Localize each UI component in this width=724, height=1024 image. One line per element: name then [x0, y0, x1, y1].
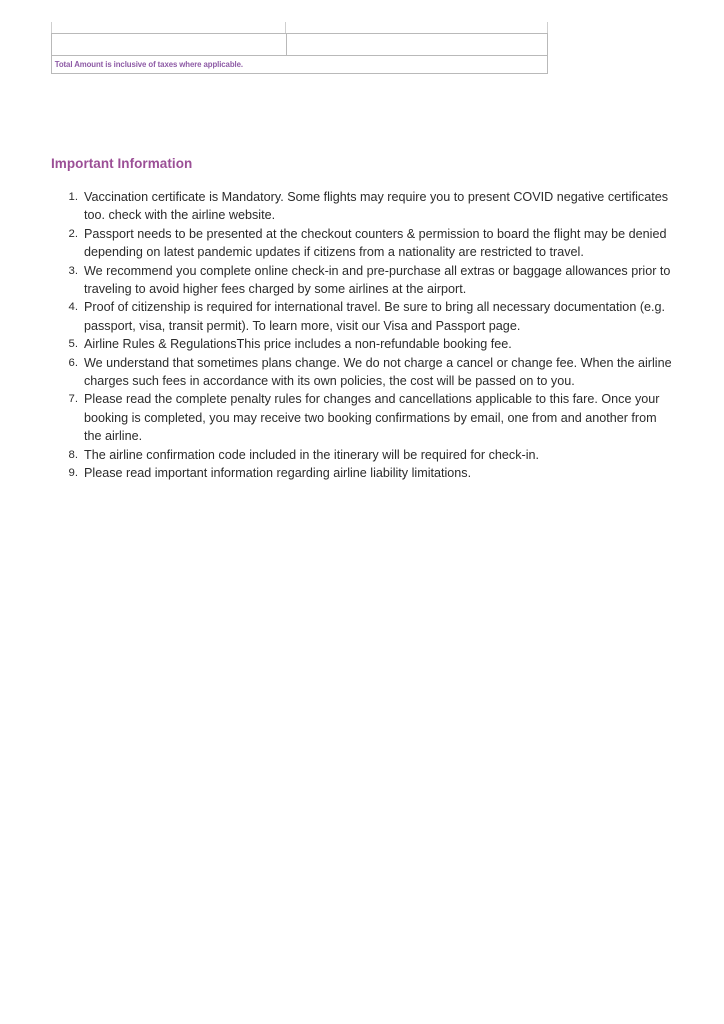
total-amount-table	[51, 33, 548, 74]
list-item: Please read the complete penalty rules for changes and cancellations applicable to this fare. Once your booking is completed, you may receive two booking confirmations by email, one from and another from the airline.	[84, 392, 660, 444]
list-item: Vaccination certificate is Mandatory. Some flights may require you to present COVID negative certificates too. check with the airline website.	[84, 190, 669, 223]
table-rule-stub-right	[547, 22, 548, 33]
table-rule-stub-left	[51, 22, 52, 33]
table-cell-label-blank	[52, 34, 287, 56]
table-row-tax-note	[52, 56, 548, 74]
list-item: The airline confirmation code included in the itinerary will be required for check-in.	[84, 447, 539, 462]
table-cell-value-blank	[287, 34, 548, 56]
important-information-list	[51, 188, 676, 483]
tax-inclusive-note: Total Amount is inclusive of taxes where applicable.	[54, 59, 243, 69]
important-information-heading: Important Information	[51, 156, 193, 171]
list-item: We understand that sometimes plans change. We do not charge a cancel or change fee. When the airline charges such fees in accordance with its own policies, the cost will be passed on to you.	[84, 355, 672, 389]
table-cell-tax-note	[52, 56, 548, 74]
list-item: Proof of citizenship is required for international travel. Be sure to bring all necessary documentation (e.g. passport, visa, transit permit). To learn more, visit our Visa and Passport page.	[84, 300, 666, 333]
list-item: Please read important information regarding airline liability limitations.	[84, 466, 472, 481]
table-rule-stub-middle	[285, 22, 286, 33]
list-item: Airline Rules & RegulationsThis price includes a non-refundable booking fee.	[84, 337, 512, 352]
list-item: We recommend you complete online check-in and pre-purchase all extras or baggage allowances prior to traveling to avoid higher fees charged by some airlines at the airport.	[84, 263, 671, 297]
table-row-blank	[52, 34, 548, 56]
list-item: Passport needs to be presented at the checkout counters & permission to board the flight may be denied depending on latest pandemic updates if citizens from a nationality are restricted to travel.	[84, 226, 667, 260]
